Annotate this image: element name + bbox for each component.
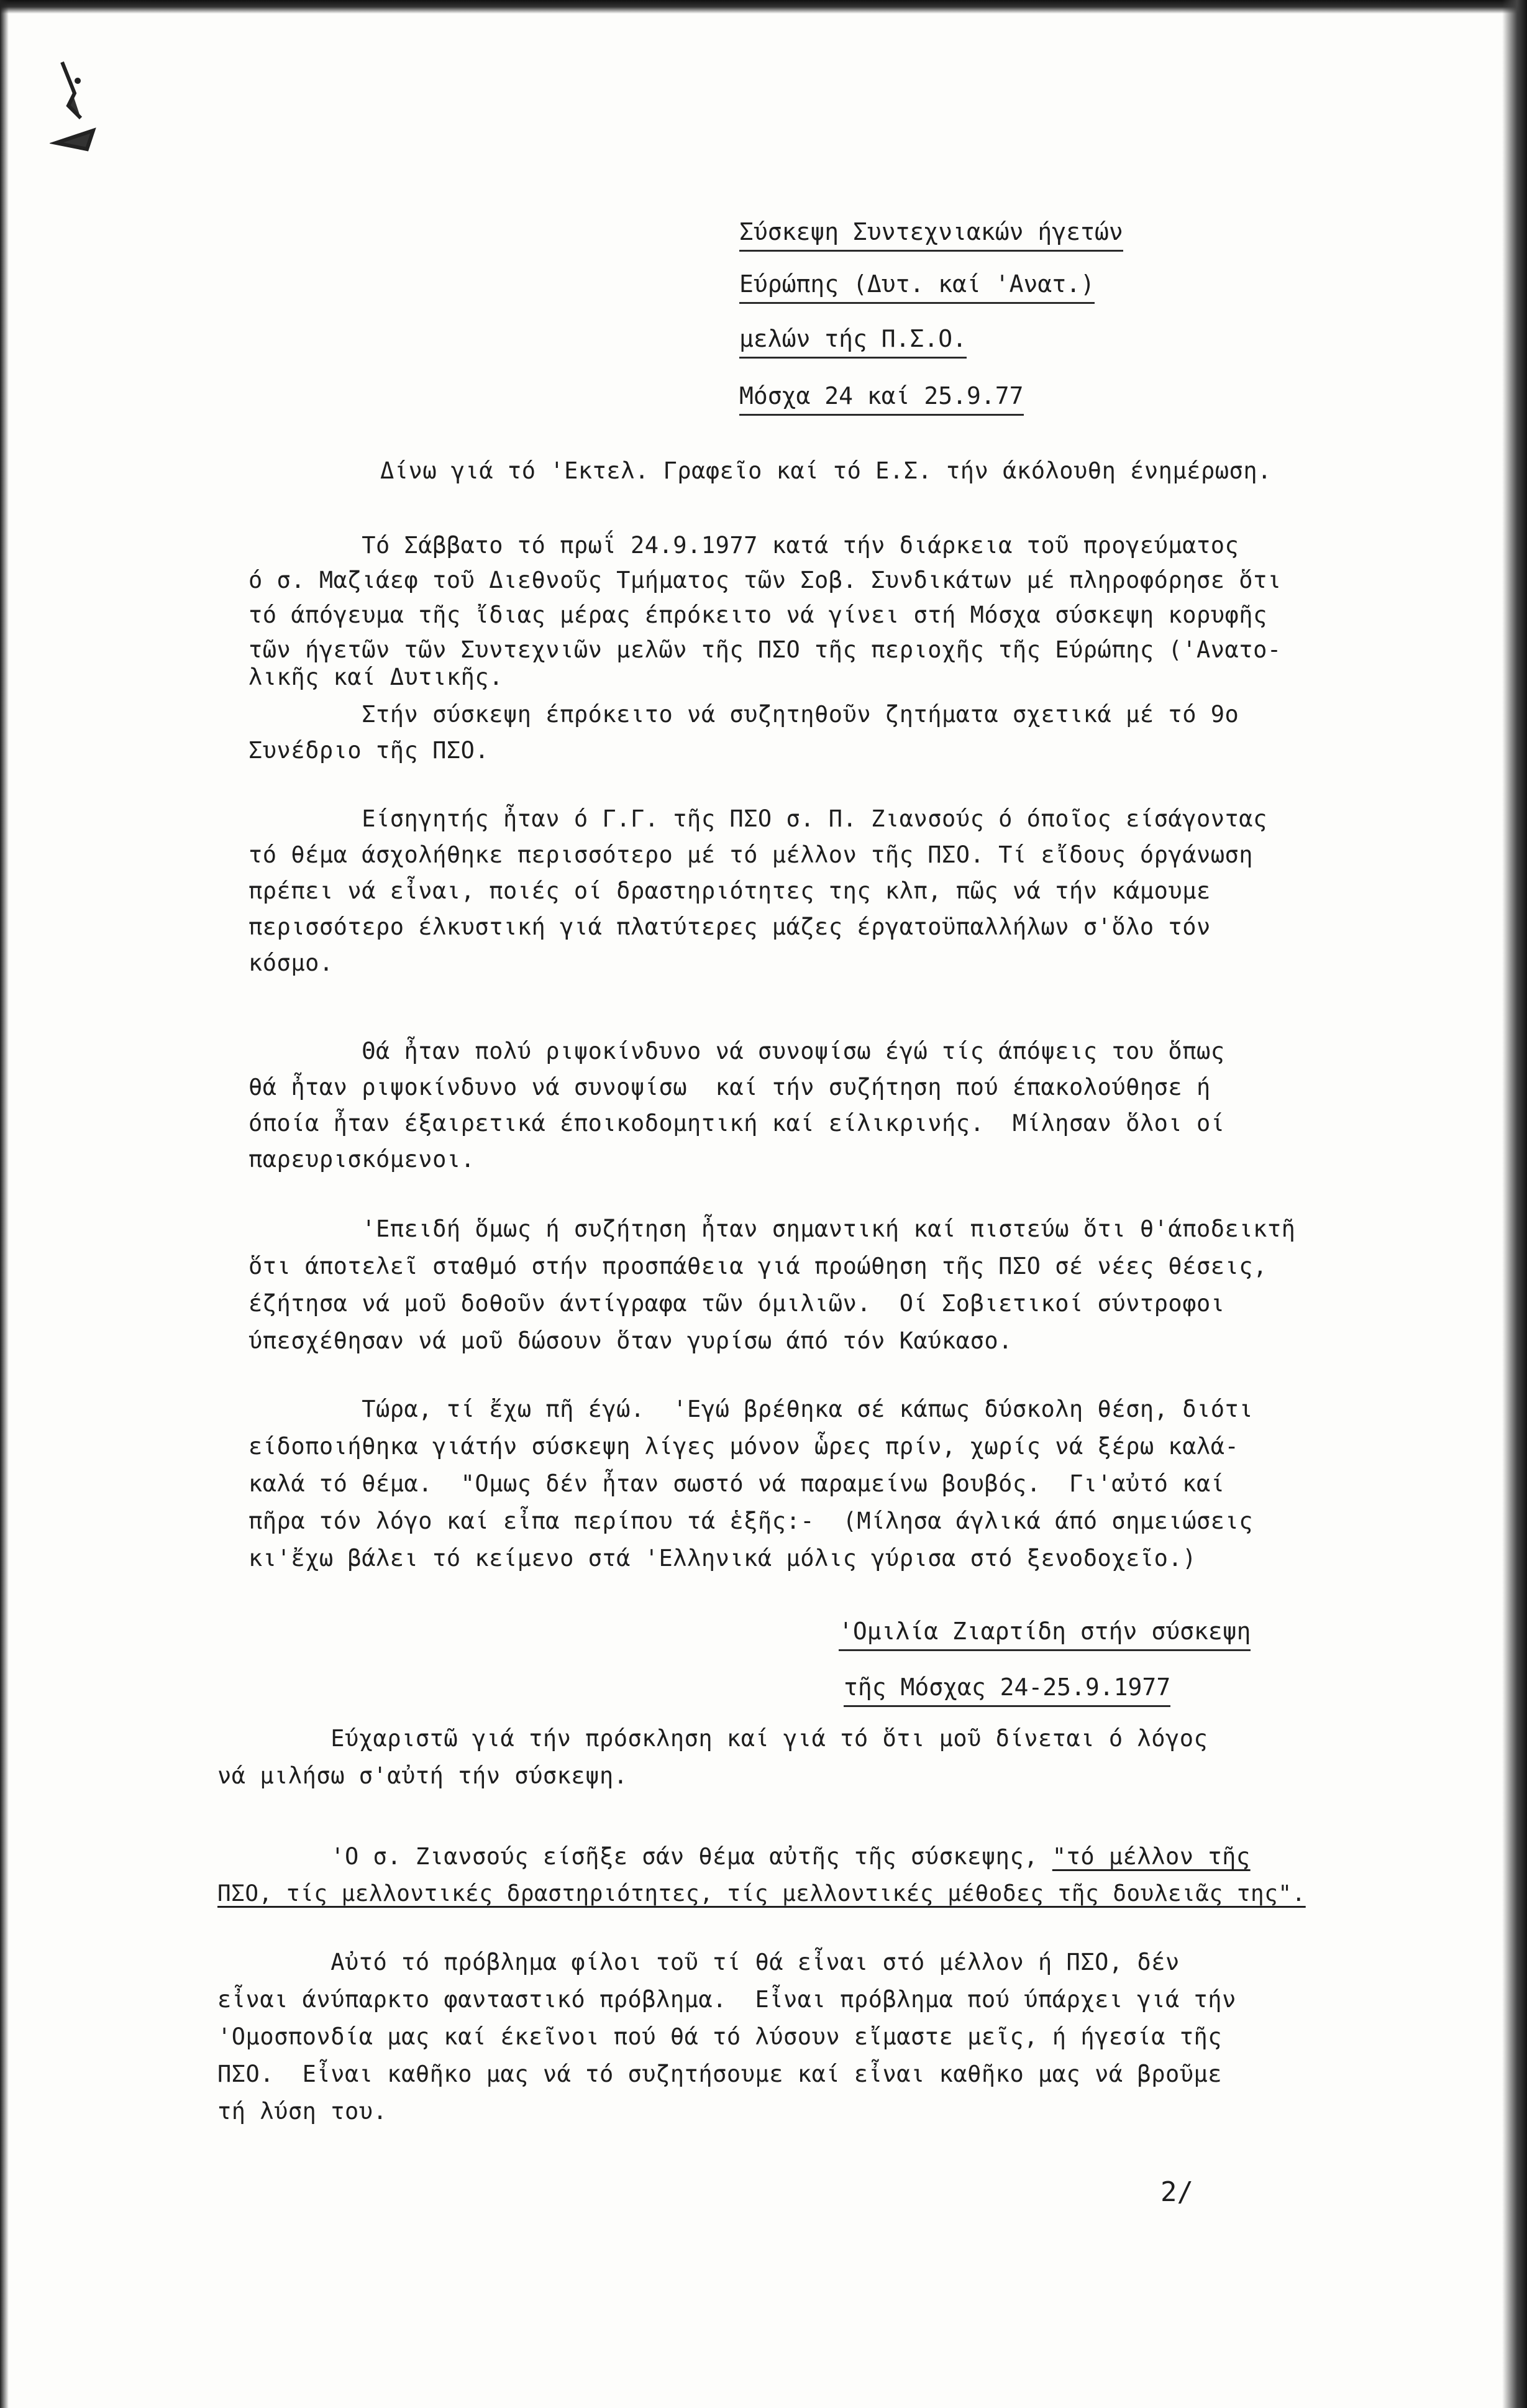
para3-line: όποία ἦταν έξαιρετικά έποικοδομητική καί είλικρινής. Μίλησαν ὅλοι οί [248,1110,1225,1137]
page-number: 2/ [1160,2176,1193,2208]
para1-line: τῶν ήγετῶν τῶν Συντεχνιῶν μελῶν τῆς ΠΣΟ τῆς περιοχῆς τῆς Εύρώπης ('Ανατο- [248,636,1282,663]
intro-line: Δίνω γιά τό 'Εκτελ. Γραφεῖο καί τό Ε.Σ. τήν άκόλουθη ένημέρωση. [380,457,1272,484]
staple-mark-icon [50,56,106,162]
speech-heading-line-1: 'Ομιλία Ζιαρτίδη στήν σύσκεψη [839,1616,1251,1651]
para4-line: ύπεσχέθησαν νά μοῦ δώσουν ὅταν γυρίσω άπό τόν Καύκασο. [248,1327,1013,1354]
para6-line: νά μιλήσω σ'αὐτή τήν σύσκεψη. [217,1762,628,1789]
para3-line: παρευρισκόμενοι. [248,1146,475,1173]
para4-line: έζήτησα νά μοῦ δοθοῦν άντίγραφα τῶν όμιλιῶν. Οί Σοβιετικοί σύντροφοι [248,1290,1225,1317]
para5-line: είδοποιήθηκα γιάτήν σύσκεψη λίγες μόνον ὧρες πρίν, χωρίς νά ξέρω καλά- [248,1433,1239,1460]
para4-line: ὅτι άποτελεῖ σταθμό στήν προσπάθεια γιά προώθηση τῆς ΠΣΟ σέ νέες θέσεις, [248,1253,1267,1280]
para7-quote-start: "τό μέλλον τῆς [1052,1843,1251,1870]
header-line-1: Σύσκεψη Συντεχνιακών ήγετών [739,216,1123,252]
para5-line: καλά τό θέμα. "Ομως δέν ἦταν σωστό νά παραμείνω βουβός. Γι'αὐτό καί [248,1470,1225,1497]
scan-edge-right [1502,0,1527,2408]
header-line-2: Εύρώπης (Δυτ. καί 'Ανατ.) [739,268,1095,304]
para1-line: Στήν σύσκεψη έπρόκειτο νά συζητηθοῦν ζητήματα σχετικά μέ τό 9ο [248,701,1239,728]
para5-line: κι'ἔχω βάλει τό κείμενο στά 'Ελληνικά μόλις γύρισα στό ξενοδοχεῖο.) [248,1545,1197,1572]
header-line-3: μελών τής Π.Σ.Ο. [739,323,967,359]
para7-line-1 [217,1839,1251,1874]
para2-line: τό θέμα άσχολήθηκε περισσότερο μέ τό μέλλον τῆς ΠΣΟ. Τί εἴδους όργάνωση [248,841,1254,868]
para1-line: τό άπόγευμα τῆς ἴδιας μέρας έπρόκειτο νά γίνει στή Μόσχα σύσκεψη κορυφῆς [248,602,1267,628]
scan-edge-top [0,0,1527,14]
para8-line: τή λύση του. [217,2098,388,2125]
para2-line: περισσότερο έλκυστική γιά πλατύτερες μάζες έργατοϋπαλλήλων σ'ὅλο τόν [248,913,1211,940]
para5-line: πῆρα τόν λόγο καί εἶπα περίπου τά ἑξῆς:- (Μίλησα άγλικά άπό σημειώσεις [248,1508,1254,1534]
para4-line: 'Επειδή ὅμως ή συζήτηση ἦταν σημαντική καί πιστεύω ὅτι θ'άποδεικτῆ [248,1215,1296,1242]
para1-line: Τό Σάββατο τό πρωΐ 24.9.1977 κατά τήν διάρκεια τοῦ προγεύματος [248,532,1239,559]
para5-line: Τώρα, τί ἔχω πῆ έγώ. 'Εγώ βρέθηκα σέ κάπως δύσκολη θέση, διότι [248,1396,1254,1422]
scan-edge-left [0,0,9,2408]
para1-line: Συνέδριο τῆς ΠΣΟ. [248,737,490,764]
para2-line: Είσηγητής ἦταν ό Γ.Γ. τῆς ΠΣΟ σ. Π. Ζιανσούς ό όποῖος είσάγοντας [248,805,1267,832]
header-line-4: Μόσχα 24 καί 25.9.77 [739,380,1024,416]
para8-line: Αὐτό τό πρόβλημα φίλοι τοῦ τί θά εἶναι στό μέλλον ή ΠΣΟ, δέν [217,1949,1180,1975]
para2-line: κόσμο. [248,950,334,976]
para3-line: θά ἦταν ριψοκίνδυνο νά συνοψίσω καί τήν συζήτηση πού έπακολούθησε ή [248,1074,1211,1101]
para7-quote-continued: ΠΣΟ, τίς μελλοντικές δραστηριότητες, τίς μελλοντικές μέθοδες τῆς δουλειᾶς της". [217,1881,1306,1907]
para1-line: ό σ. Μαζιάεφ τοῦ Διεθνοῦς Τμήματος τῶν Σοβ. Συνδικάτων μέ πληροφόρησε ὅτι [248,567,1282,593]
para1-line: λικῆς καί Δυτικῆς. [248,664,503,690]
para8-line: ΠΣΟ. Εἶναι καθῆκο μας νά τό συζητήσουμε καί εἶναι καθῆκο μας νά βροῦμε [217,2061,1223,2087]
para2-line: πρέπει νά εἶναι, ποιές οί δραστηριότητες της κλπ, πῶς νά τήν κάμουμε [248,877,1211,904]
para7-lead: 'Ο σ. Ζιανσούς είσῆξε σάν θέμα αὐτῆς τῆς σύσκεψης, [217,1843,1052,1870]
para6-line: Εύχαριστῶ γιά τήν πρόσκληση καί γιά τό ὅτι μοῦ δίνεται ό λόγος [217,1725,1208,1752]
speech-heading-line-2: τῆς Μόσχας 24-25.9.1977 [844,1672,1170,1707]
para8-line: 'Ομοσπονδία μας καί έκεῖνοι πού θά τό λύσουν εἴμαστε μεῖς, ή ήγεσία τῆς [217,2023,1223,2050]
para8-line: εἶναι άνύπαρκτο φανταστικό πρόβλημα. Εἶναι πρόβλημα πού ύπάρχει γιά τήν [217,1986,1236,2013]
para3-line: Θά ἦταν πολύ ριψοκίνδυνο νά συνοψίσω έγώ τίς άπόψεις του ὅπως [248,1038,1225,1064]
